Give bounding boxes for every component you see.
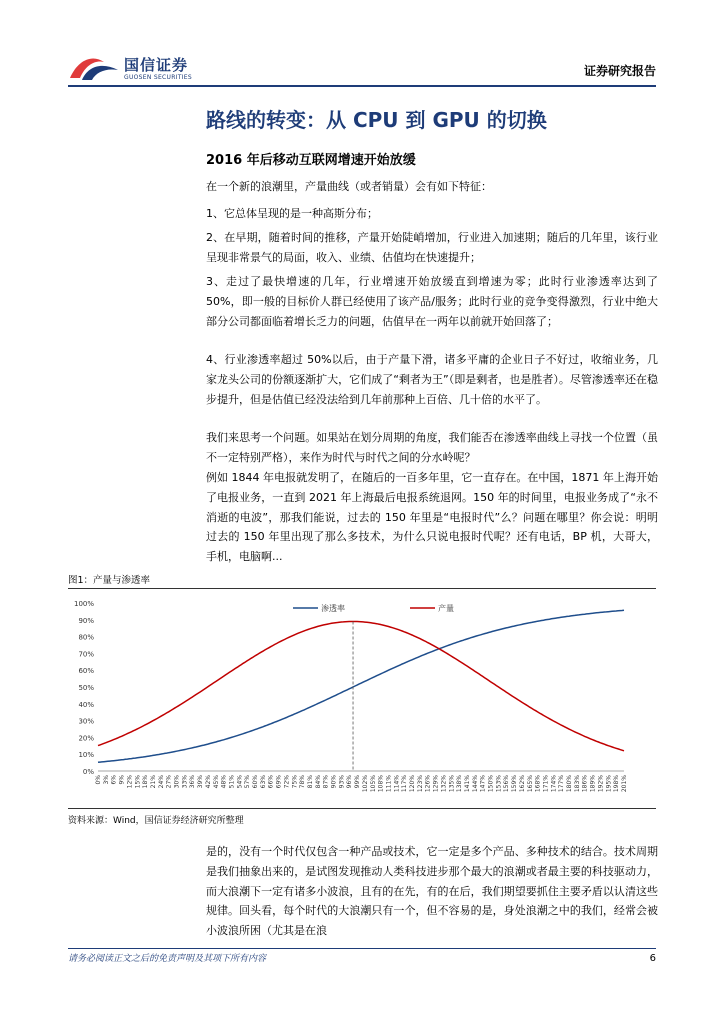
production-penetration-chart <box>68 594 656 804</box>
series-line-production <box>98 622 624 751</box>
series-line-penetration <box>98 610 624 762</box>
x-tick-label: 69% <box>275 775 283 789</box>
x-tick-label: 48% <box>220 775 228 789</box>
x-tick-label: 15% <box>134 775 142 789</box>
y-tick-label: 80% <box>78 633 94 642</box>
x-tick-label: 90% <box>330 775 338 789</box>
x-tick-label: 30% <box>173 775 181 789</box>
x-tick-label: 42% <box>204 775 212 789</box>
x-tick-label: 132% <box>440 775 448 793</box>
legend-label-production: 产量 <box>438 604 454 613</box>
figure-bottom-rule <box>68 808 656 809</box>
x-tick-label: 147% <box>479 775 487 793</box>
company-name-en: GUOSEN SECURITIES <box>124 74 193 81</box>
x-tick-label: 141% <box>463 775 471 793</box>
x-tick-label: 36% <box>189 775 197 789</box>
x-tick-label: 105% <box>369 775 377 793</box>
paragraph-conclusion: 是的，没有一个时代仅包含一种产品或技术，它一定是多个产品、多种技术的结合。技术周期是我们抽象出来的，是试图发现推动人类科技进步那个最大的浪潮或者最主要的科技驱动力，而大浪潮下一定有诸多小波浪，且有的在先，有的在后，我们期望要抓住主要矛盾以认清这些规律。回头看，每个时代的大浪潮只有一个，但不容易的是，身处浪潮之中的我们，经常会被小波浪所困（尤其是在浪 <box>206 845 658 938</box>
x-tick-label: 201% <box>621 775 628 793</box>
guosen-logo-icon <box>68 52 122 82</box>
paragraph-telegraph: 例如 1844 年电报就发明了，在随后的一百多年里，它一直存在。在中国，1871 年上海开始了电报业务，一直到 2021 年上海最后电报系统退网。150 年的时间里，电报业务成了“永不消逝的电波”，那我们能说，过去的 150 年里是“电报时代”么？问题在哪里？你会说：明明过去的 150 年里出现了那么多技术，为什么只说电报时代呢？还有电话，BP 机，大哥大，手机，电脑啊... <box>206 471 658 564</box>
y-tick-label: 30% <box>78 717 94 726</box>
x-tick-label: 12% <box>126 775 134 789</box>
x-tick-label: 189% <box>589 775 597 793</box>
x-tick-label: 72% <box>283 775 291 789</box>
x-tick-label: 195% <box>605 775 613 793</box>
x-tick-label: 120% <box>409 775 417 793</box>
y-tick-label: 70% <box>78 650 94 659</box>
paragraph-intro: 在一个新的浪潮里，产量曲线（或者销量）会有如下特征： <box>206 180 492 193</box>
x-tick-label: 150% <box>487 775 495 793</box>
y-tick-label: 0% <box>82 768 94 776</box>
figure-title: 图1：产量与渗透率 <box>68 575 151 586</box>
company-name-cn: 国信证券 <box>124 56 189 74</box>
y-tick-label: 40% <box>78 700 94 709</box>
y-tick-label: 60% <box>78 667 94 676</box>
x-tick-label: 60% <box>252 775 260 789</box>
x-tick-label: 84% <box>314 775 322 789</box>
x-tick-label: 6% <box>110 775 118 785</box>
x-tick-label: 117% <box>401 775 409 793</box>
y-tick-label: 10% <box>78 751 94 760</box>
x-tick-label: 57% <box>244 775 252 789</box>
y-tick-label: 20% <box>78 734 94 743</box>
x-tick-label: 144% <box>471 775 479 793</box>
header-divider <box>68 85 656 87</box>
x-tick-label: 153% <box>495 775 503 793</box>
x-tick-label: 177% <box>558 775 566 793</box>
x-tick-label: 183% <box>573 775 581 793</box>
x-tick-label: 51% <box>228 775 236 789</box>
y-tick-label: 100% <box>73 600 94 608</box>
x-tick-label: 87% <box>322 775 330 789</box>
x-tick-label: 156% <box>503 775 511 793</box>
footer-divider <box>68 948 656 949</box>
page-title: 路线的转变：从 CPU 到 GPU 的切换 <box>206 108 547 132</box>
legend-label-penetration: 渗透率 <box>321 604 345 613</box>
x-tick-label: 180% <box>566 775 574 793</box>
footer-disclaimer: 请务必阅读正文之后的免责声明及其项下所有内容 <box>68 954 267 964</box>
x-tick-label: 165% <box>526 775 534 793</box>
x-tick-label: 18% <box>142 775 150 789</box>
x-tick-label: 3% <box>102 775 110 785</box>
x-tick-label: 162% <box>518 775 526 793</box>
page-number: 6 <box>649 953 656 964</box>
x-tick-label: 135% <box>448 775 456 793</box>
x-tick-label: 168% <box>534 775 542 793</box>
x-tick-label: 93% <box>338 775 346 789</box>
x-tick-label: 111% <box>385 775 393 793</box>
y-tick-label: 50% <box>78 684 94 692</box>
x-tick-label: 192% <box>597 775 605 793</box>
company-logo <box>68 50 208 84</box>
x-tick-label: 33% <box>181 775 189 789</box>
report-type: 证券研究报告 <box>583 64 656 78</box>
x-tick-label: 75% <box>291 775 299 789</box>
x-tick-label: 54% <box>236 775 244 789</box>
figure-source: 资料来源：Wind，国信证券经济研究所整理 <box>68 816 244 826</box>
x-tick-label: 45% <box>212 775 220 789</box>
paragraph-point-2: 2、在早期，随着时间的推移，产量开始陡峭增加，行业进入加速期；随后的几年里，该行业呈现非常景气的局面，收入、业绩、估值均在快速提升； <box>206 231 658 264</box>
x-tick-label: 174% <box>550 775 558 793</box>
x-tick-label: 159% <box>511 775 519 793</box>
x-tick-label: 99% <box>354 775 362 789</box>
x-tick-label: 123% <box>416 775 424 793</box>
x-tick-label: 24% <box>157 775 165 789</box>
x-tick-label: 171% <box>542 775 550 793</box>
x-tick-label: 39% <box>197 775 205 789</box>
x-tick-label: 186% <box>581 775 589 793</box>
paragraph-point-3: 3、走过了最快增速的几年，行业增速开始放缓直到增速为零；此时行业渗透率达到了 50%，即一般的目标价人群已经使用了该产品/服务；此时行业的竞争变得激烈，行业中绝大部分公司都面临着增长乏力的问题，估值早在一两年以前就开始回落了； <box>206 275 658 328</box>
x-tick-label: 9% <box>118 775 126 785</box>
x-tick-label: 0% <box>95 775 102 785</box>
paragraph-point-4: 4、行业渗透率超过 50%以后，由于产量下滑，诸多平庸的企业日子不好过，收缩业务，几家龙头公司的份额逐渐扩大，它们成了“剩者为王”（即是剩者，也是胜者）。尽管渗透率还在稳步提升，但是估值已经没法给到几年前那种上百倍、几十倍的水平了。 <box>206 353 658 406</box>
x-tick-label: 27% <box>165 775 173 789</box>
x-tick-label: 102% <box>361 775 369 793</box>
x-tick-label: 198% <box>613 775 621 793</box>
x-tick-label: 108% <box>377 775 385 793</box>
x-tick-label: 63% <box>259 775 267 789</box>
figure-top-rule <box>68 588 656 589</box>
paragraph-point-1: 1、它总体呈现的是一种高斯分布； <box>206 207 378 220</box>
x-tick-label: 138% <box>456 775 464 793</box>
x-tick-label: 126% <box>424 775 432 793</box>
x-tick-label: 21% <box>149 775 157 789</box>
x-tick-label: 129% <box>432 775 440 793</box>
y-tick-label: 90% <box>78 616 94 625</box>
x-tick-label: 66% <box>267 775 275 789</box>
x-tick-label: 114% <box>393 775 401 793</box>
x-tick-label: 96% <box>346 775 354 789</box>
x-tick-label: 78% <box>299 775 307 789</box>
paragraph-question: 我们来思考一个问题。如果站在划分周期的角度，我们能否在渗透率曲线上寻找一个位置（虽不一定特别严格），来作为时代与时代之间的分水岭呢？ <box>206 431 658 464</box>
x-tick-label: 81% <box>306 775 314 789</box>
section-subtitle: 2016 年后移动互联网增速开始放缓 <box>206 153 416 168</box>
